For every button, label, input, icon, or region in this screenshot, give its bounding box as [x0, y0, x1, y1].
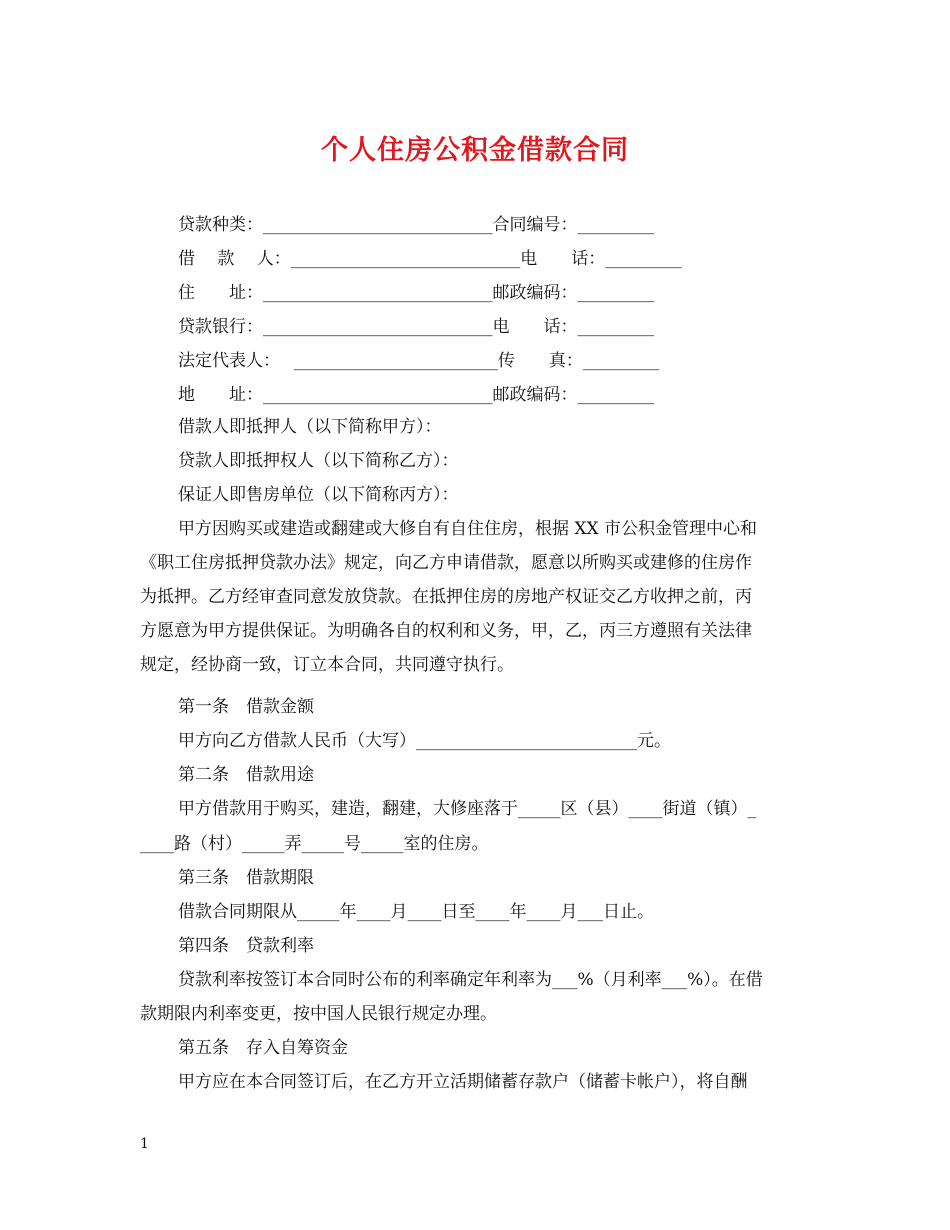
intro-line: 《职工住房抵押贷款办法》规定，向乙方申请借款，愿意以所购买或建修的住房作	[140, 553, 752, 573]
document-title: 个人住房公积金借款合同	[321, 135, 629, 166]
article5-heading: 第五条 存入自筹资金	[178, 1038, 348, 1058]
article4-heading: 第四条 贷款利率	[178, 936, 314, 956]
party-borrower: 借款人即抵押人（以下简称甲方）：	[178, 417, 442, 437]
page-number: 1	[140, 1136, 149, 1152]
article2-text: 甲方借款用于购买，建造，翻建，大修座落于_____区（县）____街道（镇）_	[178, 799, 756, 819]
article2-heading: 第二条 借款用途	[178, 765, 314, 785]
party-lender: 贷款人即抵押权人（以下简称乙方）：	[178, 451, 459, 471]
field-address: 住 址：___________________________邮政编码：_________	[178, 283, 654, 303]
article4-text: 贷款利率按签订本合同时公布的利率确定年利率为___%（月利率___%）。在借	[178, 970, 763, 990]
field-lending-bank: 贷款银行：___________________________电 话：_________	[178, 317, 654, 337]
intro-line: 为抵押。乙方经审查同意发放贷款。在抵押住房的房地产权证交乙方收押之前，丙	[140, 587, 752, 607]
article1-heading: 第一条 借款金额	[178, 697, 314, 717]
article3-heading: 第三条 借款期限	[178, 868, 314, 888]
field-bank-address: 地 址：___________________________邮政编码：_________	[178, 385, 654, 405]
article1-text: 甲方向乙方借款人民币（大写）__________________________元。	[178, 731, 671, 751]
article3-text: 借款合同期限从_____年____月____日至____年____月___日止。	[178, 902, 654, 922]
field-loan-type: 贷款种类：___________________________合同编号：_________	[178, 215, 654, 235]
article2-text: ____路（村）_____弄_____号_____室的住房。	[140, 834, 489, 854]
intro-line: 规定，经协商一致，订立本合同，共同遵守执行。	[140, 655, 514, 675]
field-legal-representative: 法定代表人： ________________________传 真：_________	[178, 351, 660, 371]
field-borrower: 借 款 人：___________________________电 话：_________	[178, 249, 682, 269]
article5-text: 甲方应在本合同签订后，在乙方开立活期储蓄存款户（储蓄卡帐户），将自酬	[178, 1072, 748, 1092]
article4-text: 款期限内利率变更，按中国人民银行规定办理。	[140, 1004, 497, 1024]
intro-line: 甲方因购买或建造或翻建或大修自有自住住房，根据 XX 市公积金管理中心和	[178, 519, 758, 539]
intro-line: 方愿意为甲方提供保证。为明确各自的权利和义务，甲，乙，丙三方遵照有关法律	[140, 621, 752, 641]
party-guarantor: 保证人即售房单位（以下简称丙方）：	[178, 485, 459, 505]
